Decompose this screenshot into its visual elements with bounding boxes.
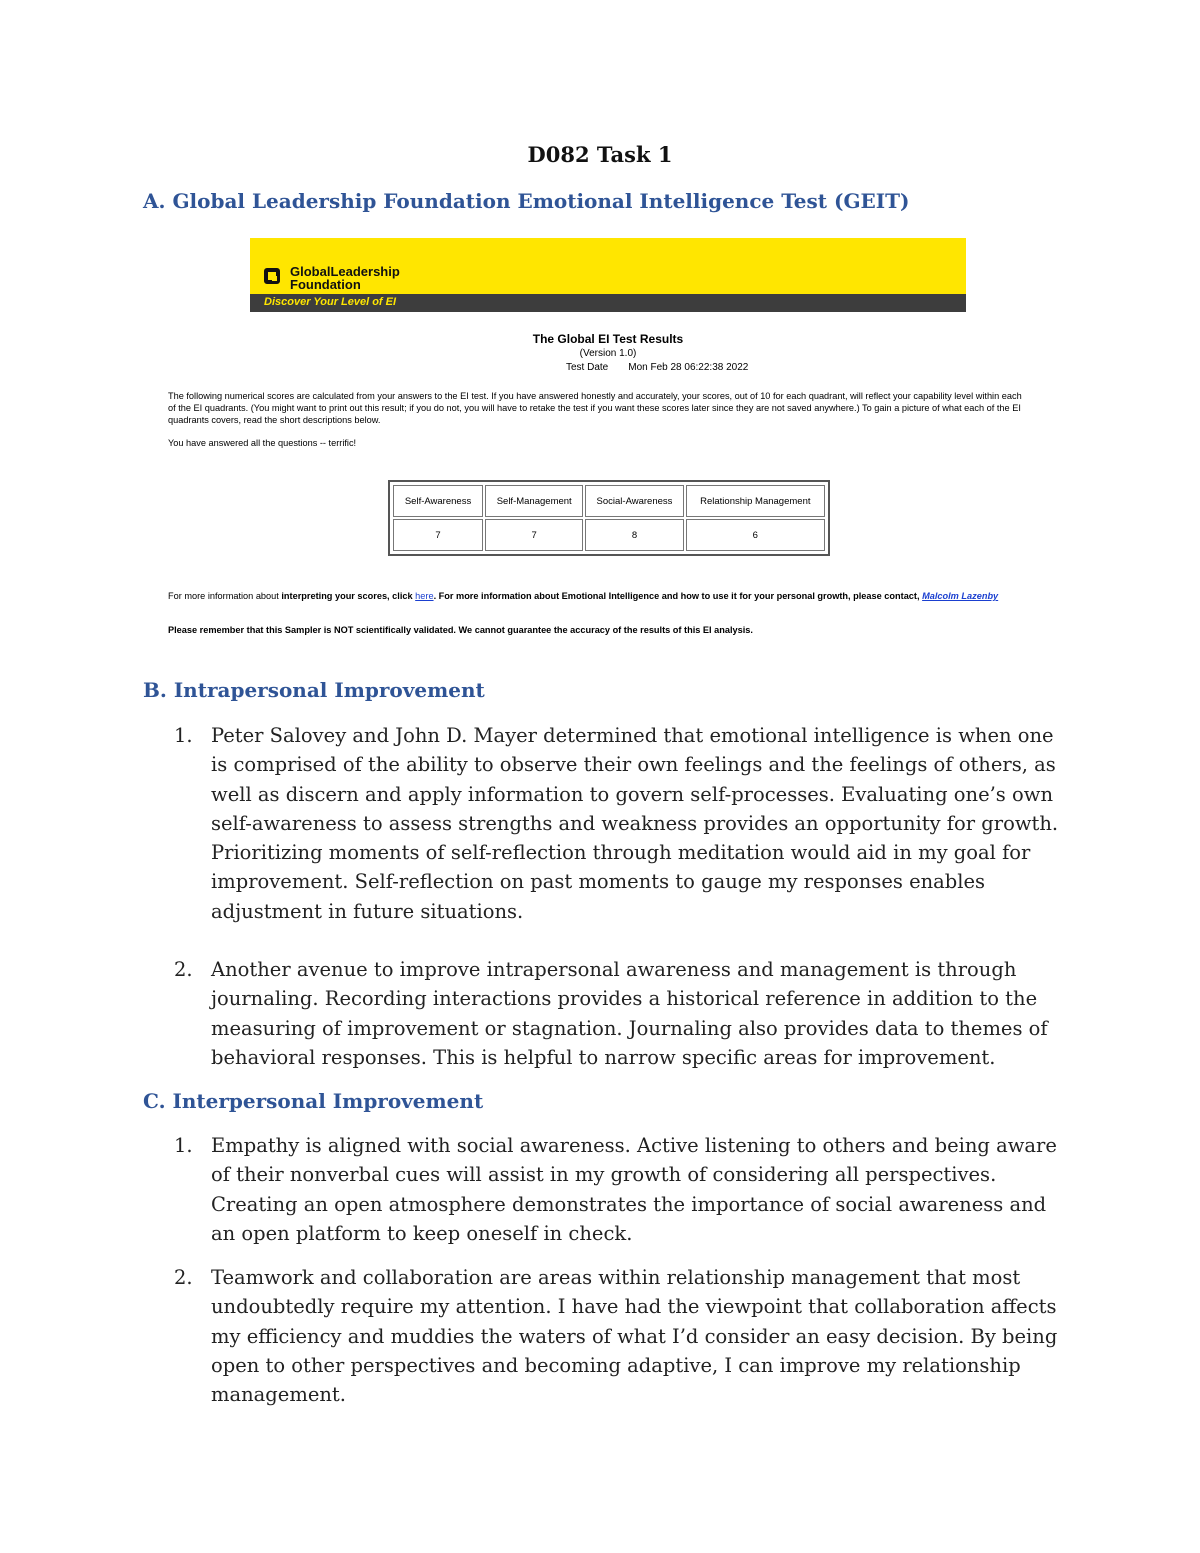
list-text: Teamwork and collaboration are areas within relationship management that most undoubtedly require my attention. I have had the viewpoint that collaboration affects my efficiency and muddies the waters of what I’d consider an easy decision. By being open to other perspectives and becoming adaptive, I can improve my relationship management. [211,1266,1058,1407]
test-date-value: Mon Feb 28 06:22:38 2022 [628,362,749,373]
list-item [174,1131,1074,1248]
score-header: Relationship Management [686,485,825,517]
list-item [174,721,1074,926]
banner-tagline-bar [250,294,966,312]
score-value: 8 [585,519,683,551]
gl-foundation-banner [250,238,966,312]
score-header: Self-Management [485,485,583,517]
more-info-text [168,590,1048,602]
list-number: 1. [174,724,193,747]
section-c-heading: C. Interpersonal Improvement [143,1089,484,1113]
contact-link[interactable]: Malcolm Lazenby [922,591,999,601]
logo-line-2: Foundation [290,277,361,292]
list-number: 2. [174,958,193,982]
results-version: (Version 1.0) [579,348,637,359]
answered-note: You have answered all the questions -- terrific! [168,438,357,448]
list-number: 2. [174,1266,193,1290]
more-info-bold: interpreting your scores, click [281,591,413,601]
document-title: D082 Task 1 [527,142,673,167]
section-a-heading: A. Global Leadership Foundation Emotional Intelligence Test (GEIT) [143,189,910,213]
score-value-row [393,519,825,551]
logo-line-1: GlobalLeadership [290,264,400,279]
ei-results-screenshot [168,236,1048,646]
banner-tagline: Discover Your Level of EI [264,296,397,308]
score-header: Self-Awareness [393,485,483,517]
more-info-part: For more information about [168,591,279,601]
list-number: 1. [174,1134,193,1157]
list-item [174,1263,1074,1409]
more-info-bold-2: . For more information about Emotional Intelligence and how to use it for your personal growth, please contact, [433,591,920,601]
score-value: 7 [393,519,483,551]
section-b-heading: B. Intrapersonal Improvement [143,678,485,702]
list-text: Peter Salovey and John D. Mayer determined that emotional intelligence is when one is comprised of the ability to observe their own feelings and the feelings of others, as well as discern and apply information to govern self-processes. Evaluating one’s own self-awareness to assess strengths and weakness provides an opportunity for growth. Prioritizing moments of self-reflection through meditation would aid in my goal for improvement. Self-reflection on past moments to gauge my responses enables adjustment in future situations. [211,724,1059,923]
results-intro: The following numerical scores are calculated from your answers to the EI test. If you have answered honestly and accurately, your scores, out of 10 for each quadrant, will reflect your capability level within each of the EI quadrants. (You might want to print out this result; if you do not, you will have to retake the test if you want these scores later since they are not saved anywhere.) To gain a picture of what each of the EI quadrants covers, read the short descriptions below. [168,391,1022,425]
list-text: Empathy is aligned with social awareness. Active listening to others and being aware of their nonverbal cues will assist in my growth of considering all perspectives. Creating an open atmosphere demonstrates the importance of social awareness and an open platform to keep oneself in check. [211,1134,1057,1245]
interpersonal-list [174,1131,1074,1410]
test-date-label: Test Date [566,362,609,373]
score-value: 7 [485,519,583,551]
score-table [388,480,830,556]
gl-logo-icon [264,268,280,284]
score-header: Social-Awareness [585,485,683,517]
scores-info-link[interactable]: here [415,591,434,601]
score-value: 6 [686,519,825,551]
list-text: Another avenue to improve intrapersonal awareness and management is through journaling. Recording interactions provides a historical reference in addition to the measuring of improvement or stagnation. Journaling also provides data to themes of behavioral responses. This is helpful to narrow specific areas for improvement. [211,958,1048,1069]
intrapersonal-list [174,721,1074,1072]
gl-logo-text [290,265,400,291]
test-date [566,362,748,373]
results-title: The Global EI Test Results [532,332,684,346]
validation-disclaimer: Please remember that this Sampler is NOT scientifically validated. We cannot guarantee the accuracy of the results of this EI analysis. [168,625,753,635]
score-header-row [393,485,825,517]
list-item [174,955,1074,1072]
